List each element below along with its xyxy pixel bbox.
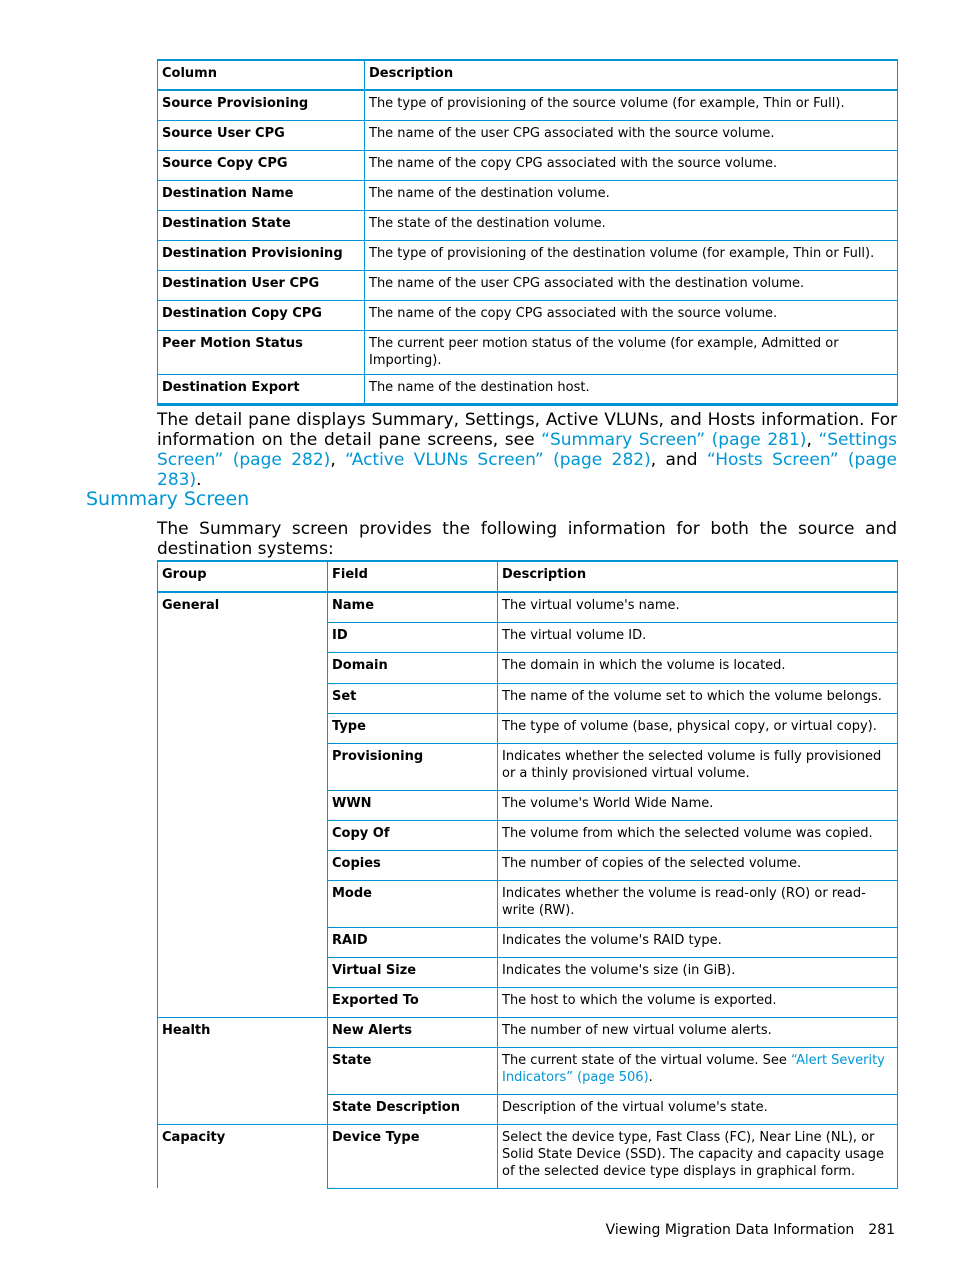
column-name: Destination Name [158, 180, 365, 210]
field-desc: The volume from which the selected volume was copied. [498, 820, 898, 850]
table-row [158, 180, 898, 210]
field-name: WWN [328, 790, 498, 820]
field-desc: Description of the virtual volume's state. [498, 1094, 898, 1124]
page-footer [592, 1222, 895, 1238]
column-desc: The name of the user CPG associated with the destination volume. [365, 270, 898, 300]
separator: , and [650, 450, 707, 470]
table-row [158, 1094, 898, 1124]
field-name: Copies [328, 850, 498, 880]
group-cell [158, 652, 328, 683]
field-desc: Indicates the volume's RAID type. [498, 927, 898, 957]
field-name: New Alerts [328, 1017, 498, 1047]
table-row [158, 270, 898, 300]
field-name: ID [328, 622, 498, 652]
group-cell [158, 850, 328, 880]
table-row [158, 1047, 898, 1094]
table-row [158, 957, 898, 987]
detail-pane-paragraph [157, 410, 897, 490]
field-name: Type [328, 713, 498, 743]
column-desc: The name of the copy CPG associated with the source volume. [365, 300, 898, 330]
column-desc: The current peer motion status of the volume (for example, Admitted or Importing). [365, 330, 898, 374]
group-general: General [158, 592, 328, 622]
field-desc: The volume's World Wide Name. [498, 790, 898, 820]
field-name: Domain [328, 652, 498, 683]
group-cell [158, 790, 328, 820]
field-desc: The type of volume (base, physical copy, or virtual copy). [498, 713, 898, 743]
field-desc: The virtual volume ID. [498, 622, 898, 652]
field-desc: Indicates whether the volume is read-only (RO) or read-write (RW). [498, 880, 898, 927]
group-health: Health [158, 1017, 328, 1047]
table-row [158, 880, 898, 927]
column-name: Peer Motion Status [158, 330, 365, 374]
table-row [158, 240, 898, 270]
table-row [158, 790, 898, 820]
state-desc-end: . [648, 1069, 653, 1085]
table-row [158, 850, 898, 880]
field-desc: Indicates whether the selected volume is fully provisioned or a thinly provisioned virtual volume. [498, 743, 898, 790]
field-desc: The number of new virtual volume alerts. [498, 1017, 898, 1047]
table-row [158, 90, 898, 120]
page-number: 281 [868, 1222, 895, 1238]
group-header: Group [158, 561, 328, 592]
table-row [158, 820, 898, 850]
field-name: Set [328, 683, 498, 713]
table-row [158, 743, 898, 790]
column-name: Source Copy CPG [158, 150, 365, 180]
column-description-table [157, 59, 898, 406]
column-desc: The type of provisioning of the source volume (for example, Thin or Full). [365, 90, 898, 120]
field-desc: The host to which the volume is exported. [498, 987, 898, 1017]
hosts-screen-link[interactable]: “Hosts Screen” (page 283) [157, 450, 897, 490]
field-name: RAID [328, 927, 498, 957]
field-desc [498, 1047, 898, 1094]
settings-screen-link[interactable]: “Settings Screen” (page 282) [157, 430, 897, 470]
group-cell [158, 683, 328, 713]
separator: , [806, 430, 819, 450]
field-desc: Select the device type, Fast Class (FC), Near Line (NL), or Solid State Device (SSD). The capacity and capacity usage of the selected device type displays in graphical form. [498, 1124, 898, 1188]
column-desc: The type of provisioning of the destination volume (for example, Thin or Full). [365, 240, 898, 270]
summary-intro: The Summary screen provides the following information for both the source and destination systems: [157, 519, 897, 559]
group-cell [158, 622, 328, 652]
column-desc: The name of the destination volume. [365, 180, 898, 210]
group-cell [158, 1047, 328, 1094]
table-row [158, 150, 898, 180]
table-row [158, 300, 898, 330]
field-name: Mode [328, 880, 498, 927]
summary-screen-link[interactable]: “Summary Screen” (page 281) [541, 430, 807, 450]
column-desc: The state of the destination volume. [365, 210, 898, 240]
group-cell [158, 713, 328, 743]
group-cell [158, 1094, 328, 1124]
column-name: Source User CPG [158, 120, 365, 150]
group-cell [158, 927, 328, 957]
table-row [158, 927, 898, 957]
field-name: Copy Of [328, 820, 498, 850]
column-desc: The name of the copy CPG associated with the source volume. [365, 150, 898, 180]
paragraph-end: . [196, 470, 202, 490]
table-row [158, 987, 898, 1017]
field-name: State [328, 1047, 498, 1094]
group-cell [158, 743, 328, 790]
summary-table [157, 560, 898, 1189]
field-name: Provisioning [328, 743, 498, 790]
field-desc: The virtual volume's name. [498, 592, 898, 622]
paragraph-text: The detail pane displays Summary, Settings, Active VLUNs, and Hosts information. For information on the detail pane screens, see [157, 410, 897, 450]
column-name: Source Provisioning [158, 90, 365, 120]
column-name: Destination Copy CPG [158, 300, 365, 330]
table-row [158, 652, 898, 683]
column-name: Destination Provisioning [158, 240, 365, 270]
field-name: State Description [328, 1094, 498, 1124]
table-row [158, 592, 898, 622]
table-row [158, 683, 898, 713]
table-row [158, 210, 898, 240]
column-name: Destination User CPG [158, 270, 365, 300]
column-desc: The name of the user CPG associated with the source volume. [365, 120, 898, 150]
table-row [158, 1124, 898, 1188]
alert-severity-link[interactable]: “Alert Severity Indicators” (page 506) [502, 1052, 885, 1085]
footer-title: Viewing Migration Data Information [605, 1222, 855, 1238]
field-desc: Indicates the volume's size (in GiB). [498, 957, 898, 987]
field-name: Exported To [328, 987, 498, 1017]
table-row [158, 120, 898, 150]
field-desc: The name of the volume set to which the volume belongs. [498, 683, 898, 713]
column-name: Destination State [158, 210, 365, 240]
description-header: Description [498, 561, 898, 592]
field-name: Name [328, 592, 498, 622]
field-header: Field [328, 561, 498, 592]
table-row [158, 1017, 898, 1047]
summary-screen-heading: Summary Screen [86, 488, 250, 510]
table-row [158, 622, 898, 652]
table-row [158, 713, 898, 743]
group-capacity: Capacity [158, 1124, 328, 1188]
group-cell [158, 880, 328, 927]
description-header: Description [365, 60, 898, 90]
separator: , [330, 450, 346, 470]
group-cell [158, 987, 328, 1017]
group-cell [158, 820, 328, 850]
field-desc: The domain in which the volume is located. [498, 652, 898, 683]
column-desc: The name of the destination host. [365, 374, 898, 404]
column-header: Column [158, 60, 365, 90]
column-name: Destination Export [158, 374, 365, 404]
active-vluns-screen-link[interactable]: “Active VLUNs Screen” (page 282) [345, 450, 651, 470]
field-desc: The number of copies of the selected volume. [498, 850, 898, 880]
table-row [158, 374, 898, 404]
field-name: Virtual Size [328, 957, 498, 987]
table-row [158, 330, 898, 374]
state-desc-text: The current state of the virtual volume. See [502, 1052, 792, 1068]
field-name: Device Type [328, 1124, 498, 1188]
group-cell [158, 957, 328, 987]
